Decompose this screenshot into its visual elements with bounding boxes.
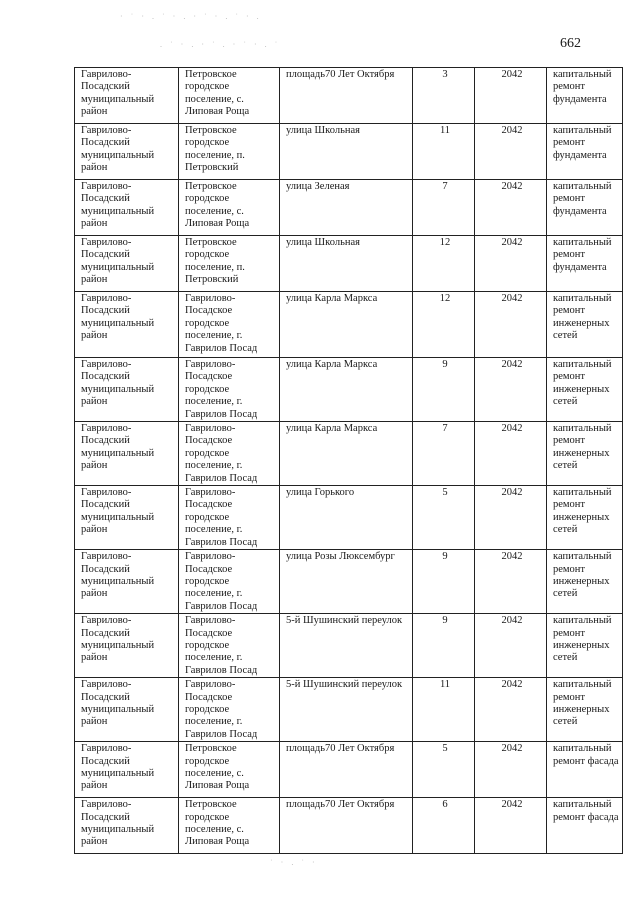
- street-cell: улица Школьная: [280, 124, 413, 180]
- house-cell: 7: [413, 180, 475, 236]
- district-cell: Гаврилово-Посадский муниципальный район: [75, 358, 179, 422]
- table-row: [75, 358, 623, 422]
- year-cell: 2042: [475, 798, 547, 854]
- settlement-cell: Петровское городское поселение, с. Липовая Роща: [179, 798, 280, 854]
- district-cell: Гаврилово-Посадский муниципальный район: [75, 614, 179, 678]
- house-cell: 3: [413, 68, 475, 124]
- year-cell: 2042: [475, 614, 547, 678]
- work-cell: капитальный ремонт фасада: [547, 798, 623, 854]
- table-row: [75, 486, 623, 550]
- district-cell: Гаврилово-Посадский муниципальный район: [75, 124, 179, 180]
- street-cell: улица Зеленая: [280, 180, 413, 236]
- table-row: [75, 550, 623, 614]
- work-cell: капитальный ремонт инженерных сетей: [547, 678, 623, 742]
- district-cell: Гаврилово-Посадский муниципальный район: [75, 742, 179, 798]
- work-cell: капитальный ремонт фундамента: [547, 236, 623, 292]
- district-cell: Гаврилово-Посадский муниципальный район: [75, 422, 179, 486]
- street-cell: улица Школьная: [280, 236, 413, 292]
- work-cell: капитальный ремонт инженерных сетей: [547, 422, 623, 486]
- table-row: [75, 798, 623, 854]
- settlement-cell: Гаврилово-Посадское городское поселение, г. Гаврилов Посад: [179, 422, 280, 486]
- table-row: [75, 124, 623, 180]
- work-cell: капитальный ремонт фасада: [547, 742, 623, 798]
- work-cell: капитальный ремонт инженерных сетей: [547, 614, 623, 678]
- house-cell: 7: [413, 422, 475, 486]
- settlement-cell: Гаврилово-Посадское городское поселение, г. Гаврилов Посад: [179, 486, 280, 550]
- district-cell: Гаврилово-Посадский муниципальный район: [75, 550, 179, 614]
- table-row: [75, 614, 623, 678]
- year-cell: 2042: [475, 358, 547, 422]
- house-cell: 12: [413, 292, 475, 358]
- table-row: [75, 236, 623, 292]
- year-cell: 2042: [475, 550, 547, 614]
- house-cell: 9: [413, 358, 475, 422]
- settlement-cell: Петровское городское поселение, п. Петровский: [179, 124, 280, 180]
- work-cell: капитальный ремонт инженерных сетей: [547, 292, 623, 358]
- settlement-cell: Петровское городское поселение, п. Петровский: [179, 236, 280, 292]
- district-cell: Гаврилово-Посадский муниципальный район: [75, 292, 179, 358]
- house-cell: 9: [413, 614, 475, 678]
- house-cell: 5: [413, 486, 475, 550]
- year-cell: 2042: [475, 124, 547, 180]
- year-cell: 2042: [475, 742, 547, 798]
- table-row: [75, 68, 623, 124]
- page-number: 662: [560, 36, 581, 51]
- work-cell: капитальный ремонт фундамента: [547, 68, 623, 124]
- house-cell: 6: [413, 798, 475, 854]
- house-cell: 11: [413, 678, 475, 742]
- year-cell: 2042: [475, 422, 547, 486]
- work-cell: капитальный ремонт инженерных сетей: [547, 358, 623, 422]
- street-cell: площадь70 Лет Октября: [280, 798, 413, 854]
- work-cell: капитальный ремонт инженерных сетей: [547, 550, 623, 614]
- table-row: [75, 180, 623, 236]
- settlement-cell: Гаврилово-Посадское городское поселение, г. Гаврилов Посад: [179, 614, 280, 678]
- house-cell: 11: [413, 124, 475, 180]
- settlement-cell: Гаврилово-Посадское городское поселение, г. Гаврилов Посад: [179, 358, 280, 422]
- district-cell: Гаврилово-Посадский муниципальный район: [75, 798, 179, 854]
- house-cell: 5: [413, 742, 475, 798]
- table-row: [75, 678, 623, 742]
- work-cell: капитальный ремонт фундамента: [547, 180, 623, 236]
- table-row: [75, 292, 623, 358]
- year-cell: 2042: [475, 180, 547, 236]
- scan-noise: . ˙ · . · ˙ . · ˙ · . ˙: [160, 40, 281, 49]
- district-cell: Гаврилово-Посадский муниципальный район: [75, 180, 179, 236]
- house-cell: 9: [413, 550, 475, 614]
- year-cell: 2042: [475, 68, 547, 124]
- repair-schedule-table: [74, 67, 623, 854]
- table-row: [75, 742, 623, 798]
- settlement-cell: Гаврилово-Посадское городское поселение, г. Гаврилов Посад: [179, 292, 280, 358]
- table-row: [75, 422, 623, 486]
- street-cell: 5-й Шушинский переулок: [280, 678, 413, 742]
- scan-noise: ˙ · . ˙ ·: [270, 858, 318, 867]
- district-cell: Гаврилово-Посадский муниципальный район: [75, 678, 179, 742]
- street-cell: улица Карла Маркса: [280, 292, 413, 358]
- settlement-cell: Гаврилово-Посадское городское поселение, г. Гаврилов Посад: [179, 678, 280, 742]
- year-cell: 2042: [475, 236, 547, 292]
- settlement-cell: Гаврилово-Посадское городское поселение, г. Гаврилов Посад: [179, 550, 280, 614]
- district-cell: Гаврилово-Посадский муниципальный район: [75, 68, 179, 124]
- work-cell: капитальный ремонт фундамента: [547, 124, 623, 180]
- street-cell: улица Горького: [280, 486, 413, 550]
- street-cell: улица Карла Маркса: [280, 422, 413, 486]
- year-cell: 2042: [475, 486, 547, 550]
- district-cell: Гаврилово-Посадский муниципальный район: [75, 486, 179, 550]
- district-cell: Гаврилово-Посадский муниципальный район: [75, 236, 179, 292]
- scan-noise: · ˙ · . ˙ · . · ˙ · . ˙ · .: [120, 12, 262, 21]
- year-cell: 2042: [475, 292, 547, 358]
- year-cell: 2042: [475, 678, 547, 742]
- street-cell: 5-й Шушинский переулок: [280, 614, 413, 678]
- work-cell: капитальный ремонт инженерных сетей: [547, 486, 623, 550]
- street-cell: площадь70 Лет Октября: [280, 742, 413, 798]
- street-cell: площадь70 Лет Октября: [280, 68, 413, 124]
- settlement-cell: Петровское городское поселение, с. Липовая Роща: [179, 68, 280, 124]
- house-cell: 12: [413, 236, 475, 292]
- settlement-cell: Петровское городское поселение, с. Липовая Роща: [179, 180, 280, 236]
- street-cell: улица Розы Люксембург: [280, 550, 413, 614]
- settlement-cell: Петровское городское поселение, с. Липовая Роща: [179, 742, 280, 798]
- street-cell: улица Карла Маркса: [280, 358, 413, 422]
